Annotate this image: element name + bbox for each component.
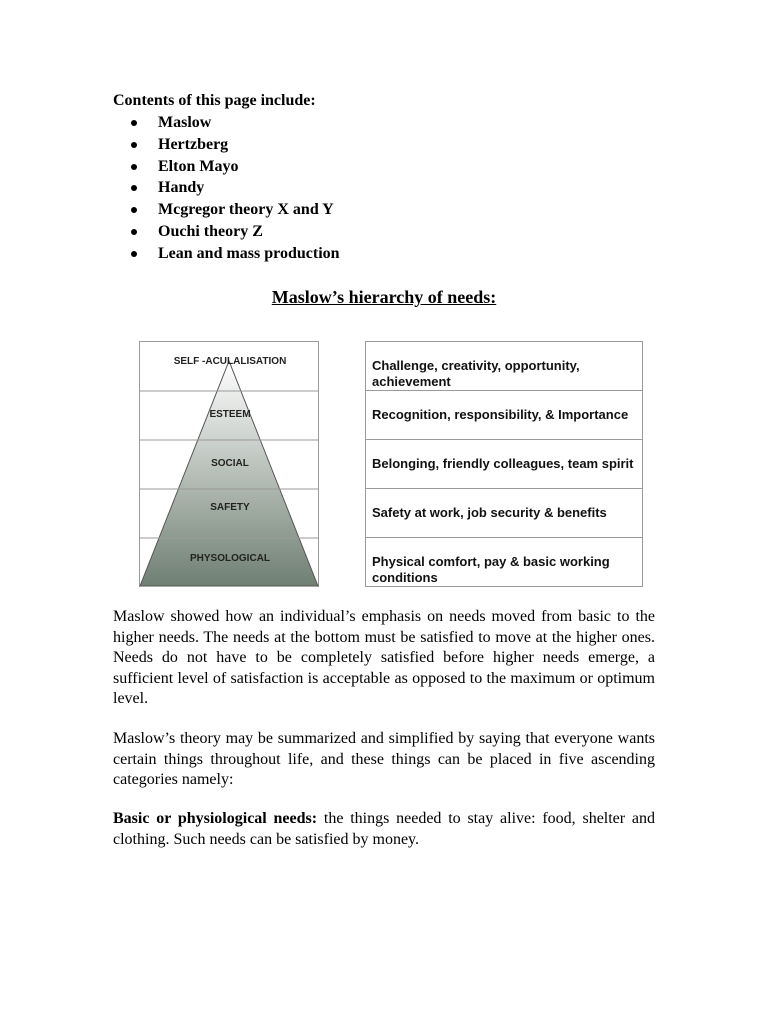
list-item-label: Maslow	[158, 114, 212, 131]
table-row	[366, 342, 642, 391]
table-cell: Safety at work, job security & benefits	[372, 505, 607, 520]
pyramid-level-label: PHYSOLOGICAL	[189, 553, 270, 564]
list-item	[131, 112, 340, 134]
list-item-label: Hertzberg	[158, 135, 229, 153]
list-item-label: Lean and mass production	[158, 244, 340, 262]
list-item-label: Handy	[158, 179, 205, 197]
table-row	[366, 538, 642, 587]
list-item	[131, 156, 340, 178]
paragraph-lead-bold: Basic or physiological needs:	[113, 810, 318, 827]
needs-description-table	[365, 341, 643, 587]
bullet-icon	[131, 164, 137, 170]
body-paragraph: Maslow showed how an individual’s emphasis on needs moved from basic to the higher needs. The needs at the bottom must be satisfied to move at the higher ones. Needs do not have to be completely satisfied before higher needs emerge, a sufficient level of satisfaction is acceptable as opposed to the maximum or optimum level.	[113, 608, 655, 707]
body-paragraph	[113, 809, 655, 850]
pyramid-level-label: SELF -ACULALISATION	[173, 356, 287, 367]
section-title: Maslow’s hierarchy of needs:	[271, 287, 497, 307]
bullet-icon	[131, 120, 137, 126]
table-cell: Belonging, friendly colleagues, team spirit	[372, 456, 634, 471]
list-item	[131, 177, 340, 199]
bullet-icon	[131, 142, 137, 148]
body-paragraph: Maslow’s theory may be summarized and simplified by saying that everyone wants certain things throughout life, and these things can be placed in five ascending categories namely:	[113, 730, 655, 788]
table-cell: Challenge, creativity, opportunity, achievement	[372, 358, 580, 389]
table-row	[366, 489, 642, 538]
bullet-icon	[131, 229, 137, 235]
pyramid-level-label: ESTEEM	[209, 409, 251, 420]
table-cell: Physical comfort, pay & basic working conditions	[372, 554, 610, 585]
table-row	[366, 440, 642, 489]
list-item-label: Elton Mayo	[158, 157, 239, 175]
list-item	[131, 221, 340, 243]
pyramid-level-label: SAFETY	[210, 502, 250, 513]
bullet-icon	[131, 251, 137, 257]
table-row	[366, 391, 642, 440]
paragraph-rest: the things needed to stay alive: food, shelter and clothing. Such needs can be satisfied by money.	[113, 810, 655, 848]
bullet-icon	[131, 207, 137, 213]
pyramid-level-label: SOCIAL	[211, 458, 249, 469]
table-cell: Recognition, responsibility, & Importance	[372, 407, 629, 422]
pyramid-diagram	[139, 341, 319, 587]
contents-list	[131, 112, 340, 265]
list-item-label: Mcgregor theory X and Y	[158, 201, 334, 219]
list-item	[131, 199, 340, 221]
list-item-label: Ouchi theory Z	[158, 222, 263, 240]
bullet-icon	[131, 185, 137, 191]
list-item	[131, 243, 340, 265]
list-item	[131, 134, 340, 156]
contents-heading: Contents of this page include:	[113, 92, 316, 109]
